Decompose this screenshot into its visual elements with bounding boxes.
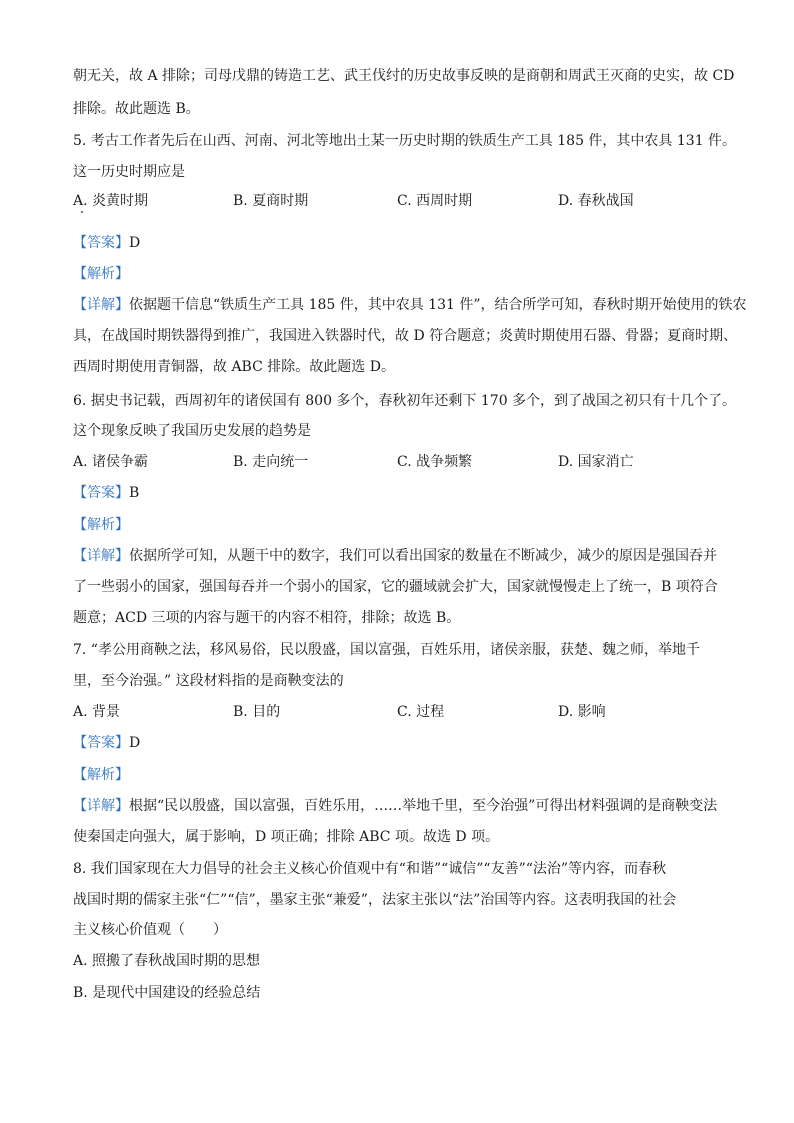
detail-line — [73, 295, 747, 315]
option-d: D. 影响 — [558, 704, 606, 720]
continuation-line: 排除。故此题选 B。 — [73, 101, 200, 117]
option-a: A. 背景 — [73, 704, 121, 720]
analysis-label: 【解析】 — [73, 767, 129, 783]
analysis-tag — [73, 264, 733, 284]
option-d: D. 国家消亡 — [558, 454, 634, 470]
answer-tag: 【答案】 — [73, 735, 129, 751]
option-b: B. 夏商时期 — [233, 193, 309, 209]
detail-text: 根据“民以殷盛，国以富强，百姓乐用，……举地千里，至今治强”可得出材料强调的是商鞅变法 — [129, 798, 718, 814]
option-a: A. 照搬了春秋战国时期的思想 — [73, 953, 261, 969]
option-a: A. 诸侯争霸 — [73, 454, 149, 470]
answer-value: B — [129, 485, 140, 501]
answer-value: D — [129, 735, 141, 751]
question-6-options — [73, 452, 733, 472]
detail-line: 使秦国走向强大，属于影响，D 项正确；排除 ABC 项。故选 D 项。 — [73, 829, 500, 845]
analysis-tag — [73, 765, 733, 785]
detail-text: 依据所学可知，从题干中的数字，我们可以看出国家的数量在不断减少，减少的原因是强国吞并 — [129, 548, 717, 564]
option-b: B. 目的 — [233, 704, 281, 720]
detail-text: 依据题干信息“铁质生产工具 185 件，其中农具 131 件”，结合所学可知，春秋时期开始使用的铁农 — [129, 297, 747, 313]
question-7-options — [73, 702, 733, 722]
question-5-options — [73, 191, 733, 211]
option-b: B. 走向统一 — [233, 454, 309, 470]
answer-tag: 【答案】 — [73, 235, 129, 251]
answer-tag: 【答案】 — [73, 485, 129, 501]
detail-tag: 【详解】 — [73, 798, 129, 814]
question-5-stem: 这一历史时期应是 — [73, 164, 185, 180]
detail-line — [73, 546, 733, 566]
stray-dot — [81, 211, 83, 213]
answer-line — [73, 733, 733, 753]
answer-value: D — [129, 235, 141, 251]
detail-line: 题意；ACD 三项的内容与题干的内容不相符，排除；故选 B。 — [73, 610, 461, 626]
detail-line — [73, 796, 733, 816]
option-c: C. 西周时期 — [397, 193, 473, 209]
answer-line — [73, 483, 733, 503]
question-7-stem: 里，至今治强。” 这段材料指的是商鞅变法的 — [73, 673, 344, 689]
option-b: B. 是现代中国建设的经验总结 — [73, 985, 261, 1001]
question-8-stem: 8. 我们国家现在大力倡导的社会主义核心价值观中有“和谐”“诚信”“友善”“法治”等内容，而春秋 — [73, 861, 667, 877]
question-6-stem: 6. 据史书记载，西周初年的诸侯国有 800 多个，春秋初年还剩下 170 多个，到了战国之初只有十几个了。 — [73, 393, 737, 409]
detail-tag: 【详解】 — [73, 297, 129, 313]
question-5-stem: 5. 考古工作者先后在山西、河南、河北等地出土某一历史时期的铁质生产工具 185 件，其中农具 131 件。 — [73, 133, 737, 149]
detail-line: 西周时期使用青铜器，故 ABC 排除。故此题选 D。 — [73, 359, 395, 375]
detail-line: 具，在战国时期铁器得到推广，我国进入铁器时代，故 D 符合题意；炎黄时期使用石器、骨器；夏商时期、 — [73, 328, 738, 344]
continuation-line: 朝无关，故 A 排除；司母戊鼎的铸造工艺、武王伐纣的历史故事反映的是商朝和周武王灭商的史实，故 CD — [73, 68, 735, 84]
option-a: A. 炎黄时期 — [73, 193, 149, 209]
analysis-tag — [73, 515, 733, 535]
option-c: C. 战争频繁 — [397, 454, 473, 470]
detail-tag: 【详解】 — [73, 548, 129, 564]
question-8-stem: 主义核心价值观（ ） — [73, 922, 227, 938]
question-6-stem: 这个现象反映了我国历史发展的趋势是 — [73, 423, 311, 439]
detail-line: 了一些弱小的国家，强国每吞并一个弱小的国家，它的疆域就会扩大，国家就慢慢走上了统一，B 项符合 — [73, 579, 718, 595]
question-8-stem: 战国时期的儒家主张“仁”“信”，墨家主张“兼爱”，法家主张以“法”治国等内容。这表明我国的社会 — [73, 892, 677, 908]
answer-line — [73, 233, 733, 253]
option-d: D. 春秋战国 — [558, 193, 634, 209]
analysis-label: 【解析】 — [73, 517, 129, 533]
question-7-stem: 7. “孝公用商鞅之法，移风易俗，民以殷盛，国以富强，百姓乐用，诸侯亲服，获楚、魏之师，举地千 — [73, 642, 700, 658]
analysis-label: 【解析】 — [73, 266, 129, 282]
option-c: C. 过程 — [397, 704, 445, 720]
